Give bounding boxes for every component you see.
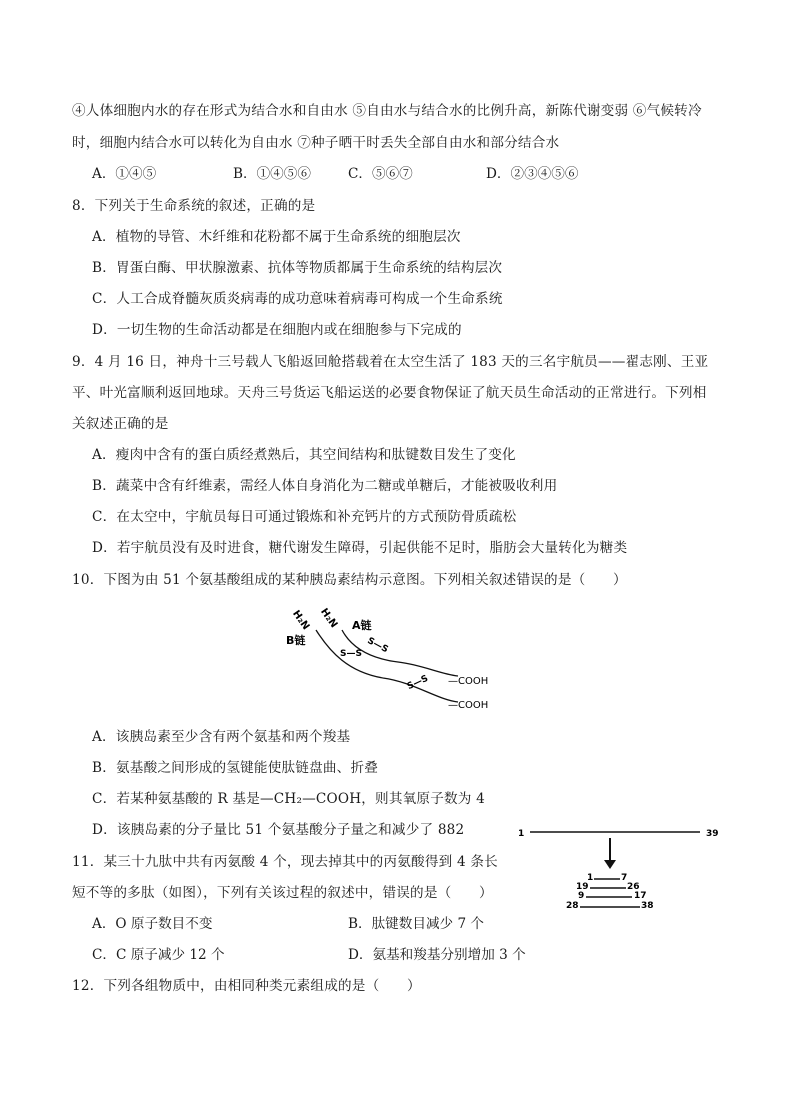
q11-option-b: B．肽键数目减少 7 个 — [348, 916, 485, 932]
q7-line-2: 时，细胞内结合水可以转化为自由水 ⑦种子晒干时丢失全部自由水和部分结合水 — [72, 135, 560, 151]
ss-bond-3: S—S — [405, 673, 430, 693]
q8-option-d: D．一切生物的生命活动都是在细胞内或在细胞参与下完成的 — [92, 322, 462, 338]
q9-option-a: A．瘦肉中含有的蛋白质经煮熟后，其空间结构和肽键数目发生了变化 — [92, 447, 516, 463]
ss-bond-1: S—S — [365, 636, 390, 656]
q8-option-a: A．植物的导管、木纤维和花粉都不属于生命系统的细胞层次 — [92, 229, 461, 245]
q11-option-a: A．O 原子数目不变 — [92, 916, 213, 932]
peptide-cleavage-figure — [510, 822, 725, 914]
full-peptide-end: 39 — [706, 829, 719, 839]
q11-option-d: D．氨基和羧基分别增加 3 个 — [348, 947, 526, 963]
q9-option-c: C．在太空中，宇航员每日可通过锻炼和补充钙片的方式预防骨质疏松 — [92, 509, 517, 525]
q10-option-b: B．氨基酸之间形成的氢键能使肽链盘曲、折叠 — [92, 760, 379, 776]
q11-option-c: C．C 原子减少 12 个 — [92, 947, 225, 963]
frag2-start: 19 — [576, 882, 589, 892]
frag1-end: 7 — [621, 873, 628, 883]
frag4-end: 38 — [641, 901, 654, 911]
frag2-end: 26 — [627, 882, 640, 892]
q10-option-a: A．该胰岛素至少含有两个氨基和两个羧基 — [92, 729, 351, 745]
b-chain-line — [316, 630, 458, 702]
q8-option-c: C．人工合成脊髓灰质炎病毒的成功意味着病毒可构成一个生命系统 — [92, 291, 503, 307]
q7-option-d: D．②③④⑤⑥ — [486, 166, 579, 182]
full-peptide-start: 1 — [518, 829, 525, 839]
frag3-start: 9 — [578, 891, 585, 901]
q11-line-2: 短不等的多肽（如图），下列有关该过程的叙述中，错误的是（ ） — [72, 885, 493, 901]
chain-b-label: B链 — [286, 634, 306, 647]
insulin-structure-figure — [278, 600, 508, 715]
q7-option-b: B．①④⑤⑥ — [233, 166, 311, 182]
frag1-start: 1 — [587, 873, 594, 883]
nh2-a-label: H₂N — [318, 606, 340, 631]
q7-line-1: ④人体细胞内水的存在形式为结合水和自由水 ⑤自由水与结合水的比例升高，新陈代谢变弱 ⑥气候转冷 — [72, 103, 702, 119]
ss-bond-2: S—S — [340, 649, 362, 659]
q11-line-1: 11．某三十九肽中共有丙氨酸 4 个，现去掉其中的丙氨酸得到 4 条长 — [72, 854, 498, 870]
q10-option-c: C．若某种氨基酸的 R 基是—CH₂—COOH，则其氧原子数为 4 — [92, 791, 485, 807]
q8-stem: 8．下列关于生命系统的叙述，正确的是 — [72, 198, 316, 214]
q9-option-d: D．若宇航员没有及时进食，糖代谢发生障碍，引起供能不足时，脂肪会大量转化为糖类 — [92, 540, 628, 556]
chain-a-label: A链 — [352, 619, 372, 632]
frag4-start: 28 — [566, 901, 579, 911]
q9-line-1: 9．4 月 16 日，神舟十三号载人飞船返回舱搭载着在太空生活了 183 天的三名宇航员——翟志刚、王亚 — [72, 354, 709, 370]
q9-option-b: B．蔬菜中含有纤维素，需经人体自身消化为二糖或单糖后，才能被吸收利用 — [92, 478, 558, 494]
cooh-a-label: —COOH — [448, 676, 489, 687]
frag3-end: 17 — [634, 891, 647, 901]
q7-option-c: C．⑤⑥⑦ — [348, 166, 413, 182]
q7-option-a: A．①④⑤ — [92, 166, 157, 182]
q9-line-2: 平、叶光富顺利返回地球。天舟三号货运飞船运送的必要食物保证了航天员生命活动的正常进行。下列相 — [72, 385, 707, 401]
q10-option-d: D．该胰岛素的分子量比 51 个氨基酸分子量之和减少了 882 — [92, 822, 465, 838]
arrow-head — [604, 860, 616, 869]
nh2-b-label: H₂N — [290, 608, 312, 633]
q9-line-3: 关叙述正确的是 — [72, 416, 169, 432]
q8-option-b: B．胃蛋白酶、甲状腺激素、抗体等物质都属于生命系统的结构层次 — [92, 260, 503, 276]
cooh-b-label: —COOH — [448, 700, 489, 711]
q12-stem: 12．下列各组物质中，由相同种类元素组成的是（ ） — [72, 978, 421, 994]
q10-stem: 10．下图为由 51 个氨基酸组成的某种胰岛素结构示意图。下列相关叙述错误的是（ ） — [72, 572, 627, 588]
